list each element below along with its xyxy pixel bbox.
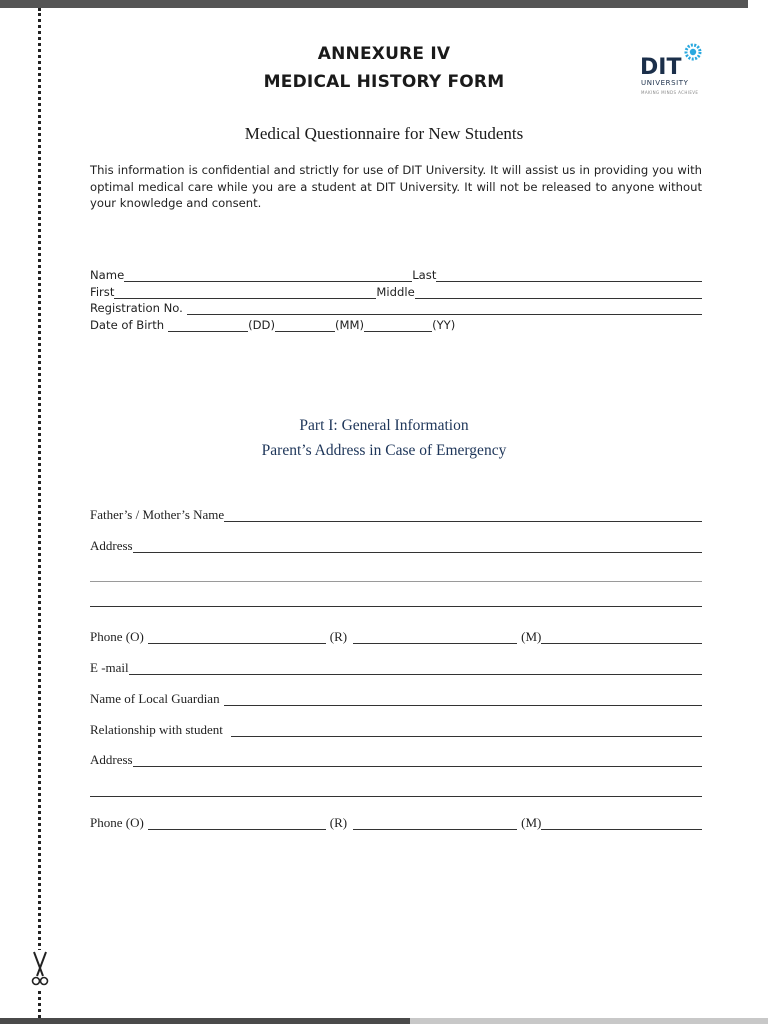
phone-m-field[interactable] xyxy=(541,631,702,644)
logo-tagline: MAKING MINDS ACHIEVE xyxy=(641,90,699,95)
cut-line xyxy=(38,8,41,1018)
guardian-field[interactable] xyxy=(224,693,702,706)
phone-row xyxy=(90,630,702,644)
parent-name-label: Father’s / Mother’s Name xyxy=(90,507,225,522)
part1-subheading: Parent’s Address in Case of Emergency xyxy=(261,442,507,459)
address-label: Address xyxy=(90,538,133,553)
parent-name-row xyxy=(90,508,702,522)
address-field[interactable] xyxy=(133,540,702,553)
first-row xyxy=(90,285,702,299)
guardian-phone-m-field[interactable] xyxy=(541,817,702,830)
middle-label: Middle xyxy=(376,285,415,299)
last-name-blank[interactable] xyxy=(436,269,702,282)
registration-field[interactable] xyxy=(187,302,702,315)
address-line-3[interactable] xyxy=(90,606,702,607)
guardian-address-line-2[interactable] xyxy=(90,796,702,797)
guardian-phone-row xyxy=(90,816,702,830)
phone-m-label: (M) xyxy=(521,629,542,644)
name-label: Name xyxy=(90,268,125,282)
guardian-address-label: Address xyxy=(90,752,133,767)
dob-row xyxy=(90,318,702,332)
relationship-field[interactable] xyxy=(231,724,702,737)
first-name-field[interactable] xyxy=(114,286,376,299)
first-label: First xyxy=(90,285,115,299)
phone-r-field[interactable] xyxy=(353,631,517,644)
part1-heading: Part I: General Information xyxy=(299,417,469,434)
middle-name-field[interactable] xyxy=(415,286,702,299)
dob-year-field[interactable] xyxy=(364,319,432,332)
last-name-field[interactable] xyxy=(124,269,412,282)
guardian-address-row xyxy=(90,753,702,767)
last-label: Last xyxy=(412,268,437,282)
dob-label: Date of Birth xyxy=(90,318,165,332)
dob-day-field[interactable] xyxy=(168,319,248,332)
scissors-icon xyxy=(30,950,50,990)
guardian-address-field[interactable] xyxy=(133,754,702,767)
registration-label: Registration No. xyxy=(90,301,183,315)
guardian-phone-r-label: (R) xyxy=(329,815,348,830)
email-label: E -mail xyxy=(90,660,129,675)
mm-label: (MM) xyxy=(335,318,365,332)
guardian-phone-r-field[interactable] xyxy=(353,817,517,830)
guardian-label: Name of Local Guardian xyxy=(90,691,220,706)
form-title: MEDICAL HISTORY FORM xyxy=(263,72,505,92)
address-line-2[interactable] xyxy=(90,581,702,582)
intro-paragraph: This information is confidential and strictly for use of DIT University. It will assist us in providing you with optimal medical care while you are a student at DIT University. It will not be released to anyone without your knowledge and consent. xyxy=(90,163,702,210)
name-row xyxy=(90,268,702,282)
email-field[interactable] xyxy=(129,662,702,675)
phone-o-field[interactable] xyxy=(148,631,326,644)
logo-subtext: UNIVERSITY xyxy=(641,79,689,87)
dd-label: (DD) xyxy=(248,318,275,332)
relationship-label: Relationship with student xyxy=(90,722,223,737)
address-row xyxy=(90,539,702,553)
gear-icon xyxy=(684,43,702,61)
guardian-phone-o-label: Phone (O) xyxy=(90,815,144,830)
parent-name-field[interactable] xyxy=(224,509,702,522)
bottom-border-dark xyxy=(0,1018,410,1024)
relationship-row xyxy=(90,723,702,737)
dit-logo xyxy=(640,43,704,99)
questionnaire-title: Medical Questionnaire for New Students xyxy=(244,124,524,143)
email-row xyxy=(90,661,702,675)
dob-month-field[interactable] xyxy=(275,319,335,332)
yy-label: (YY) xyxy=(432,318,456,332)
annexure-title: ANNEXURE IV xyxy=(317,44,451,64)
registration-row xyxy=(90,301,702,315)
guardian-phone-o-field[interactable] xyxy=(148,817,326,830)
logo-text: DIT xyxy=(640,55,682,80)
phone-r-label: (R) xyxy=(329,629,348,644)
phone-o-label: Phone (O) xyxy=(90,629,144,644)
top-border xyxy=(0,0,748,8)
guardian-row xyxy=(90,692,702,706)
guardian-phone-m-label: (M) xyxy=(521,815,542,830)
